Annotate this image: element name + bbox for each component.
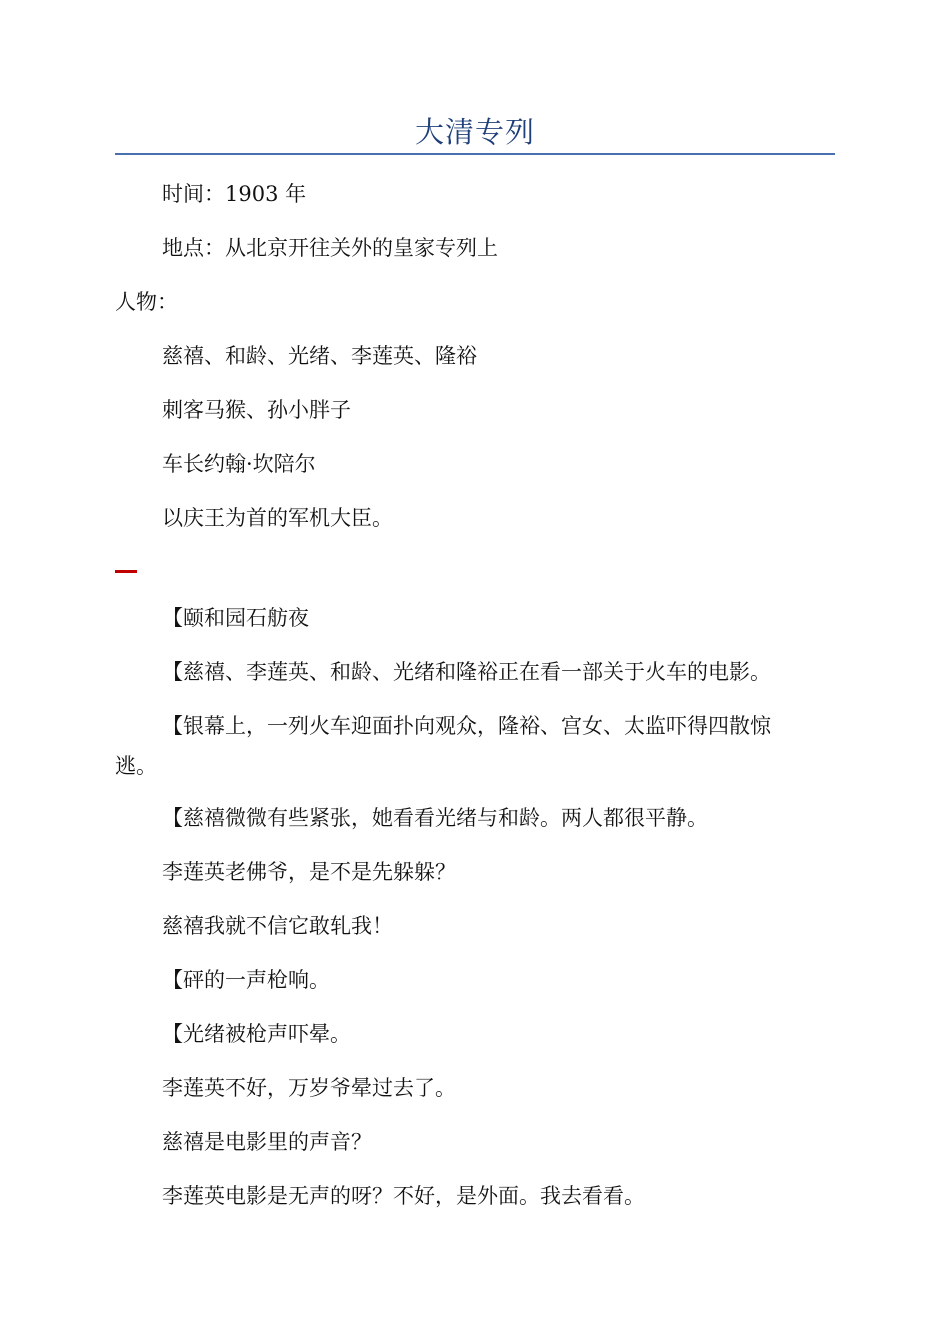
script-line: 【光绪被枪声吓晕。 [162, 1022, 351, 1046]
script-line: 慈禧是电影里的声音？ [162, 1130, 372, 1154]
character-line: 以庆王为首的军机大臣。 [162, 506, 393, 530]
meta-time: 时间：1903 年 [162, 182, 307, 206]
script-line: 逃。 [115, 754, 157, 778]
meta-characters-label: 人物： [115, 290, 178, 314]
script-line: 【慈禧微微有些紧张，她看看光绪与和龄。两人都很平静。 [162, 806, 708, 830]
script-line: 李莲英电影是无声的呀？不好，是外面。我去看看。 [162, 1184, 645, 1208]
character-line: 车长约翰·坎陪尔 [162, 452, 316, 476]
script-line: 【慈禧、李莲英、和龄、光绪和隆裕正在看一部关于火车的电影。 [162, 660, 771, 684]
script-line: 李莲英不好，万岁爷晕过去了。 [162, 1076, 456, 1100]
section-number-mark [115, 570, 137, 573]
script-line: 【银幕上，一列火车迎面扑向观众，隆裕、宫女、太监吓得四散惊 [162, 714, 771, 738]
page-title: 大清专列 [414, 115, 535, 149]
character-line: 慈禧、和龄、光绪、李莲英、隆裕 [162, 344, 477, 368]
script-line: 【砰的一声枪响。 [162, 968, 330, 992]
script-line: 慈禧我就不信它敢轧我！ [162, 914, 393, 938]
script-line: 李莲英老佛爷，是不是先躲躲？ [162, 860, 456, 884]
meta-place: 地点：从北京开往关外的皇家专列上 [162, 236, 498, 260]
character-line: 刺客马猴、孙小胖子 [162, 398, 351, 422]
script-line: 【颐和园石舫夜 [162, 606, 309, 630]
title-underline [115, 153, 835, 155]
